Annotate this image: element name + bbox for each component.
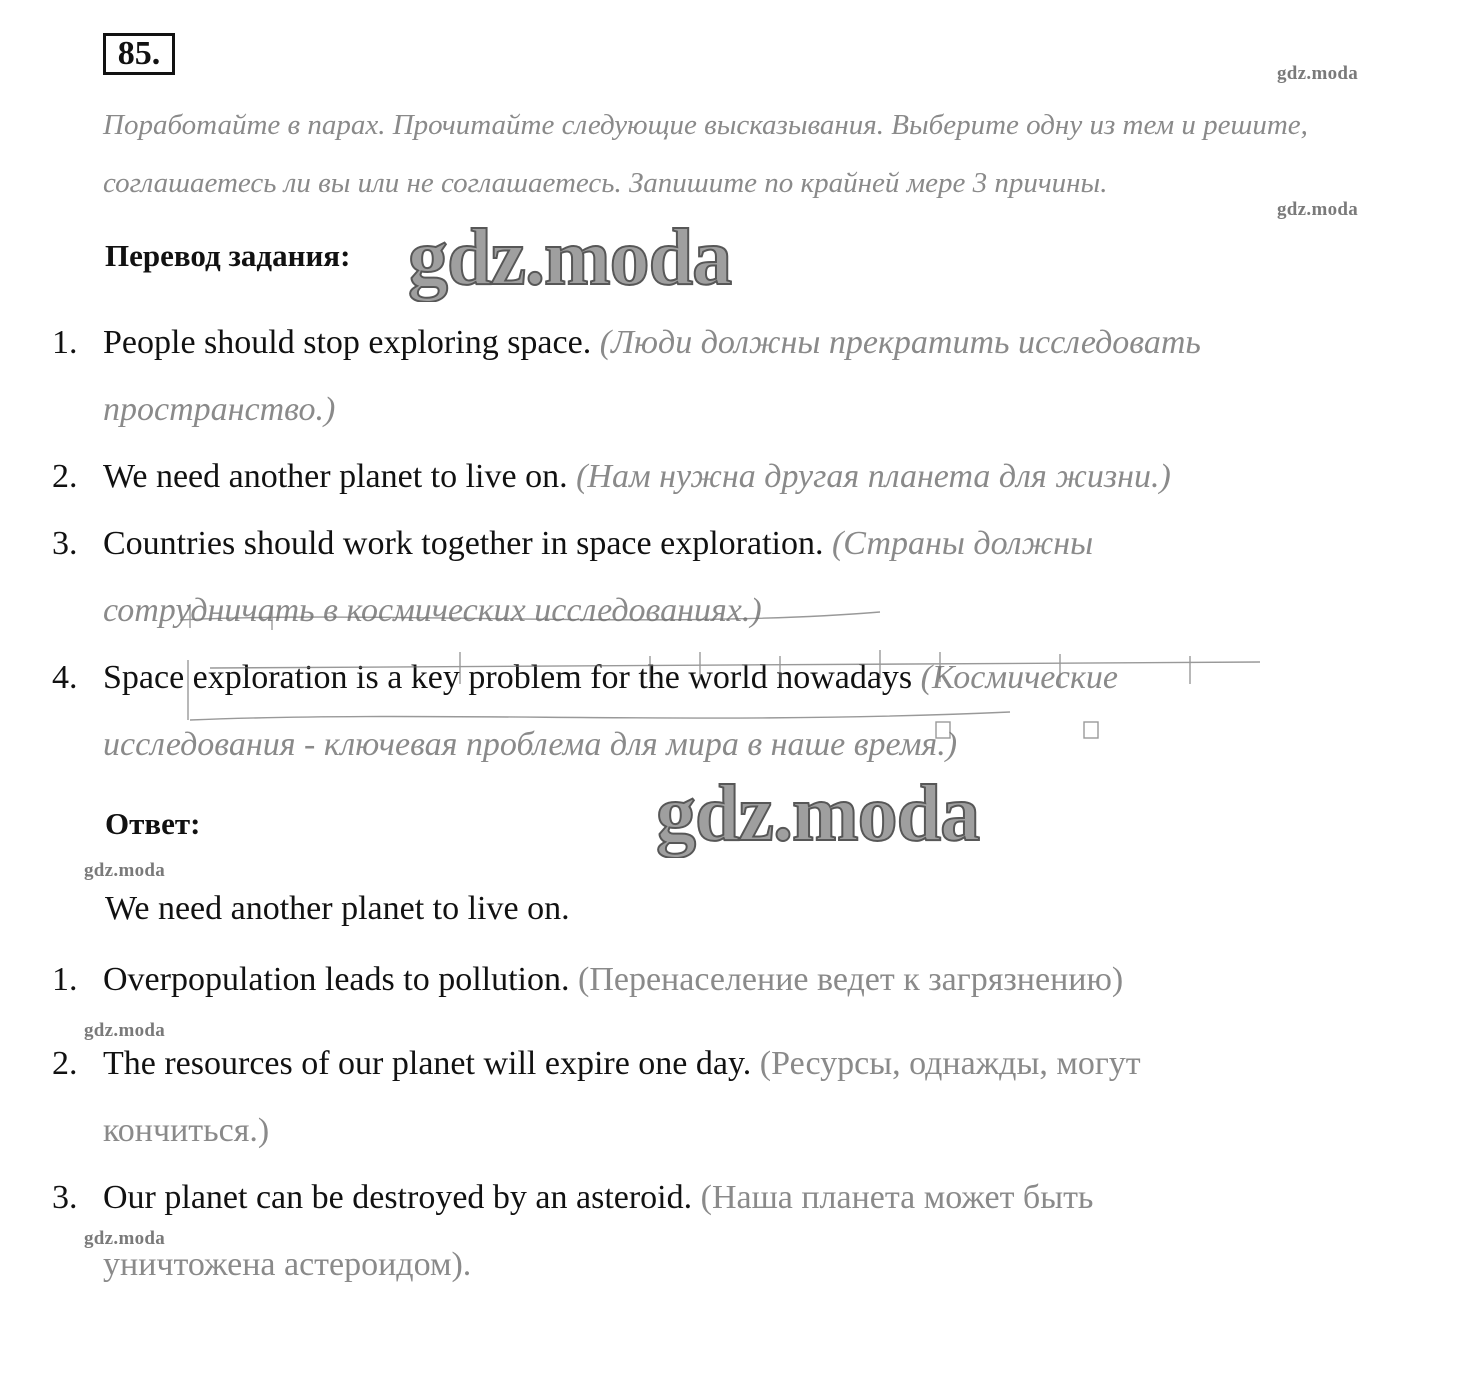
watermark-small: gdz.moda: [84, 860, 166, 881]
item-text: [103, 1164, 1263, 1298]
russian-translation: (Страны должны сотрудничать в космических исследованиях.): [103, 525, 1094, 629]
english-sentence: Countries should work together in space exploration.: [103, 525, 824, 562]
item-number: 3.: [52, 525, 78, 562]
english-sentence: We need another planet to live on.: [103, 458, 568, 495]
english-sentence: Overpopulation leads to pollution.: [103, 961, 570, 998]
translation-heading: Перевод задания:: [105, 238, 351, 273]
item-number: 4.: [52, 659, 78, 696]
russian-translation: (Ресурсы, однажды, могут кончиться.): [103, 1045, 1141, 1149]
item-text: [103, 309, 1393, 443]
watermark-small: gdz.moda: [1277, 63, 1359, 84]
watermark-large: gdz.moda: [408, 214, 732, 302]
item-number: 3.: [52, 1179, 78, 1216]
watermark-small: gdz.moda: [84, 1228, 166, 1249]
item-text: [103, 443, 1393, 510]
english-sentence: Our planet can be destroyed by an asteroid.: [103, 1179, 693, 1216]
task-instruction: Поработайте в парах. Прочитайте следующие высказывания. Выберите одну из тем и решите, соглашаетесь ли вы или не соглашаетесь. Запишите по крайней мере 3 причины.: [103, 109, 1308, 199]
watermark-large: gdz.moda: [656, 770, 980, 858]
exercise-number: 85.: [103, 33, 175, 75]
item-text: [103, 1030, 1313, 1164]
russian-translation: (Люди должны прекратить исследовать пространство.): [103, 324, 1201, 428]
russian-translation: (Перенаселение ведет к загрязнению): [578, 961, 1124, 998]
scribble-overlay: [180, 600, 1300, 740]
item-number: 2.: [52, 458, 78, 495]
english-sentence: People should stop exploring space.: [103, 324, 592, 361]
item-number: 2.: [52, 1045, 78, 1082]
russian-translation: (Наша планета может быть уничтожена астероидом).: [103, 1179, 1094, 1283]
russian-translation: (Нам нужна другая планета для жизни.): [576, 458, 1171, 495]
item-number: 1.: [52, 961, 78, 998]
watermark-small: gdz.moda: [84, 1020, 166, 1041]
item-number: 1.: [52, 324, 78, 361]
watermark-small: gdz.moda: [1277, 199, 1359, 220]
russian-translation: (Космические исследования - ключевая проблема для мира в наше время.): [103, 659, 1119, 763]
answer-topic: We need another planet to live on.: [105, 890, 570, 927]
answer-heading: Ответ:: [105, 806, 201, 841]
english-sentence: The resources of our planet will expire one day.: [103, 1045, 752, 1082]
item-text: [103, 946, 1393, 1013]
english-sentence: Space exploration is a key problem for the world nowadays: [103, 659, 913, 696]
